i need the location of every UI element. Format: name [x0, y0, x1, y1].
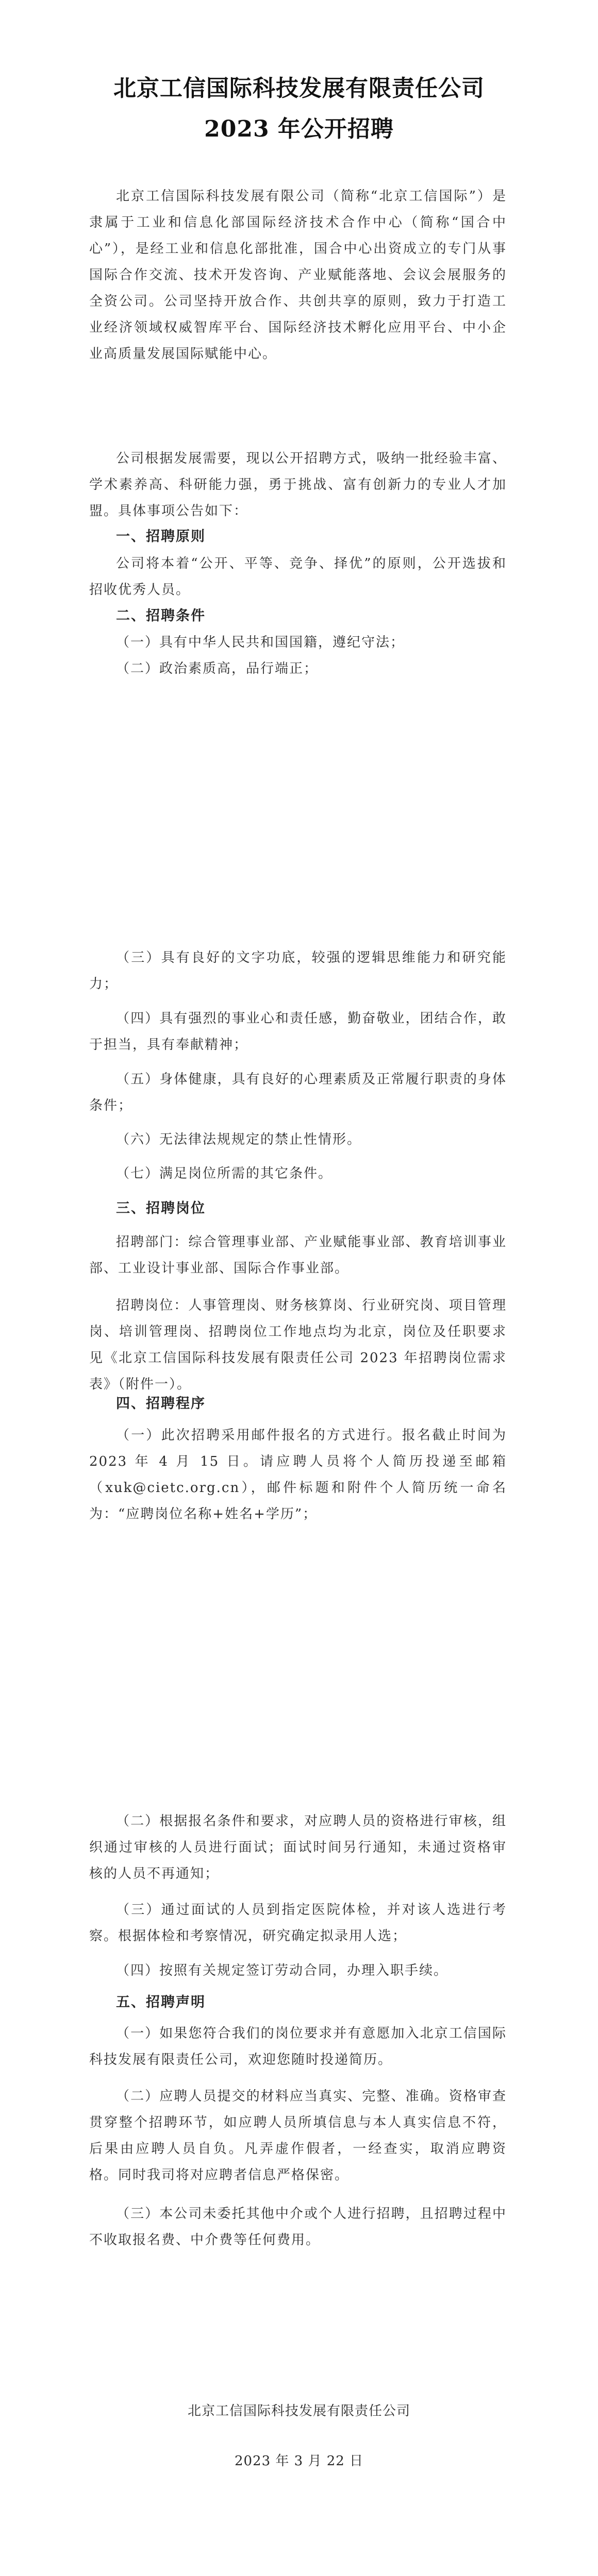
- positions-roles-paragraph: 招聘岗位：人事管理岗、财务核算岗、行业研究岗、项目管理岗、培训管理岗、招聘岗位工作地点均为北京，岗位及任职要求见《北京工信国际科技发展有限责任公司 2023 年招聘岗位需求表》（附件一）。: [89, 1298, 507, 1392]
- section-heading-principles: 一、招聘原则: [116, 529, 206, 545]
- section-heading-positions: 三、招聘岗位: [116, 1200, 206, 1216]
- section-heading-conditions: 二、招聘条件: [116, 608, 206, 624]
- page-title-line-2: 2023 年公开招聘: [204, 116, 394, 142]
- statement-item-2: （二）应聘人员提交的材料应当真实、完整、准确。资格审查贯穿整个招聘环节，如应聘人员所填信息与本人真实信息不符，后果由应聘人员自负。凡弄虚作假者，一经查实，取消应聘资格。同时我司将对应聘者信息严格保密。: [89, 2089, 507, 2183]
- procedure-step-4: （四）按照有关规定签订劳动合同，办理入职手续。: [116, 1963, 448, 1978]
- condition-item-7: （七）满足岗位所需的其它条件。: [116, 1166, 333, 1181]
- procedure-step-3: （三）通过面试的人员到指定医院体检，并对该人选进行考察。根据体检和考察情况，研究确定拟录用人选；: [89, 1902, 507, 1944]
- principles-paragraph: 公司将本着“公开、平等、竞争、择优”的原则，公开选拔和招收优秀人员。: [89, 556, 507, 598]
- statement-item-3: （三）本公司未委托其他中介或个人进行招聘，且招聘过程中不收取报名费、中介费等任何费用。: [89, 2206, 507, 2248]
- condition-item-5: （五）身体健康，具有良好的心理素质及正常履行职责的身体条件；: [89, 1072, 507, 1113]
- condition-item-1: （一）具有中华人民共和国国籍，遵纪守法；: [116, 635, 405, 650]
- procedure-step-1: （一）此次招聘采用邮件报名的方式进行。报名截止时间为 2023 年 4 月 15 日。请应聘人员将个人简历投递至邮箱（xuk@cietc.org.cn），邮件标题和附件个人简历统一命名为：“应聘岗位名称+姓名+学历”；: [89, 1428, 507, 1522]
- condition-item-2: （二）政治素质高，品行端正；: [116, 661, 319, 676]
- statement-item-1: （一）如果您符合我们的岗位要求并有意愿加入北京工信国际科技发展有限责任公司，欢迎您随时投递简历。: [89, 2026, 507, 2067]
- footer-date: 2023 年 3 月 22 日: [234, 2453, 364, 2469]
- procedure-step-2: （二）根据报名条件和要求，对应聘人员的资格进行审核，组织通过审核的人员进行面试；面试时间另行通知，未通过资格审核的人员不再通知；: [89, 1814, 507, 1882]
- intro-paragraph-2: 公司根据发展需要，现以公开招聘方式，吸纳一批经验丰富、学术素养高、科研能力强，勇于挑战、富有创新力的专业人才加盟。具体事项公告如下：: [89, 451, 507, 519]
- section-heading-statement: 五、招聘声明: [116, 1994, 206, 2010]
- section-heading-procedure: 四、招聘程序: [116, 1396, 206, 1412]
- condition-item-6: （六）无法律法规规定的禁止性情形。: [116, 1132, 362, 1147]
- intro-paragraph-1: 北京工信国际科技发展有限公司（简称“北京工信国际”）是隶属于工业和信息化部国际经济技术合作中心（简称“国合中心”），是经工业和信息化部批准，国合中心出资成立的专门从事国际合作交流、技术开发咨询、产业赋能落地、会议会展服务的全资公司。公司坚持开放合作、共创共享的原则，致力于打造工业经济领域权威智库平台、国际经济技术孵化应用平台、中小企业高质量发展国际赋能中心。: [89, 189, 507, 362]
- page-title-line-1: 北京工信国际科技发展有限责任公司: [113, 75, 485, 101]
- condition-item-3: （三）具有良好的文字功底，较强的逻辑思维能力和研究能力；: [89, 950, 507, 992]
- condition-item-4: （四）具有强烈的事业心和责任感，勤奋敬业，团结合作，敢于担当，具有奉献精神；: [89, 1011, 507, 1053]
- positions-departments-paragraph: 招聘部门：综合管理事业部、产业赋能事业部、教育培训事业部、工业设计事业部、国际合作事业部。: [89, 1234, 507, 1276]
- footer-company-name: 北京工信国际科技发展有限责任公司: [187, 2403, 410, 2419]
